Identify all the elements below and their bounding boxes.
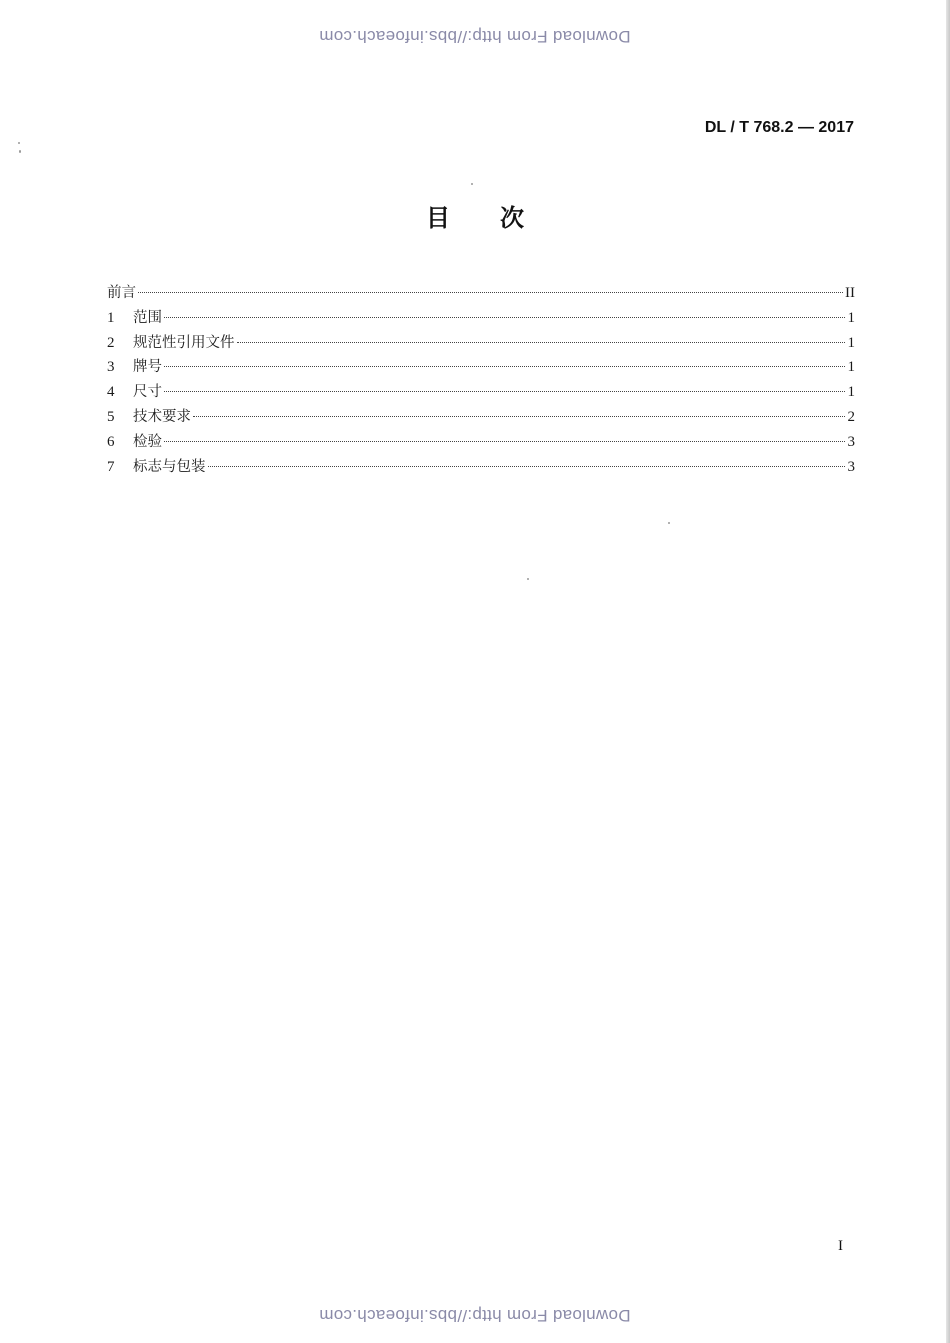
toc-entry-label: 范围 — [133, 309, 162, 326]
dot-leader — [164, 366, 845, 367]
watermark-bottom-text: Download From http://bbs.infoeach.com — [319, 1306, 631, 1325]
table-of-contents — [107, 281, 855, 479]
toc-entry-page: 3 — [847, 433, 855, 450]
standard-code: DL / T 768.2 — 2017 — [704, 119, 854, 136]
toc-entry-page: 3 — [847, 458, 855, 475]
toc-entry-page: 1 — [847, 334, 855, 351]
toc-entry-foreword[interactable] — [107, 281, 855, 306]
dot-leader — [237, 342, 846, 343]
scan-speck — [527, 578, 529, 580]
toc-entry-number: 5 — [107, 408, 115, 425]
watermark-top-text: Download From http://bbs.infoeach.com — [319, 27, 631, 46]
dot-leader — [164, 317, 845, 318]
toc-entry-number: 1 — [107, 309, 115, 326]
toc-entry-label: 前言 — [107, 285, 136, 301]
scan-speck — [668, 522, 670, 524]
toc-entry-number: 4 — [107, 384, 115, 401]
dot-leader — [164, 441, 845, 442]
watermark-bottom — [0, 1305, 950, 1325]
toc-entry-label: 牌号 — [133, 359, 162, 376]
toc-entry-number: 2 — [107, 334, 115, 351]
toc-entry-scope[interactable] — [107, 306, 855, 331]
toc-entry-normative-references[interactable] — [107, 331, 855, 356]
toc-entry-page: 1 — [847, 384, 855, 401]
dot-leader — [193, 416, 845, 417]
dot-leader — [138, 292, 843, 293]
toc-title: 目次 — [426, 204, 574, 232]
toc-entry-number: 7 — [107, 458, 115, 475]
toc-entry-grades[interactable] — [107, 355, 855, 380]
toc-entry-inspection[interactable] — [107, 430, 855, 455]
toc-entry-number: 6 — [107, 433, 115, 450]
toc-entry-dimensions[interactable] — [107, 380, 855, 405]
toc-entry-label: 检验 — [133, 433, 162, 450]
toc-entry-label: 技术要求 — [133, 408, 191, 425]
toc-entry-label: 标志与包装 — [133, 458, 206, 475]
toc-entry-label: 尺寸 — [133, 384, 162, 401]
toc-entry-page: 1 — [847, 359, 855, 376]
dot-leader — [208, 466, 846, 467]
toc-entry-marking-packaging[interactable] — [107, 455, 855, 480]
page-number: I — [838, 1238, 843, 1254]
toc-entry-number: 3 — [107, 359, 115, 376]
toc-entry-page: II — [845, 285, 855, 301]
dot-leader — [164, 391, 845, 392]
scan-speck — [18, 142, 20, 144]
scan-speck — [19, 150, 21, 153]
toc-entry-label: 规范性引用文件 — [133, 334, 235, 351]
watermark-top — [0, 26, 950, 46]
toc-entry-technical-requirements[interactable] — [107, 405, 855, 430]
scan-speck — [471, 183, 473, 185]
toc-entry-page: 2 — [847, 408, 855, 425]
toc-entry-page: 1 — [847, 309, 855, 326]
